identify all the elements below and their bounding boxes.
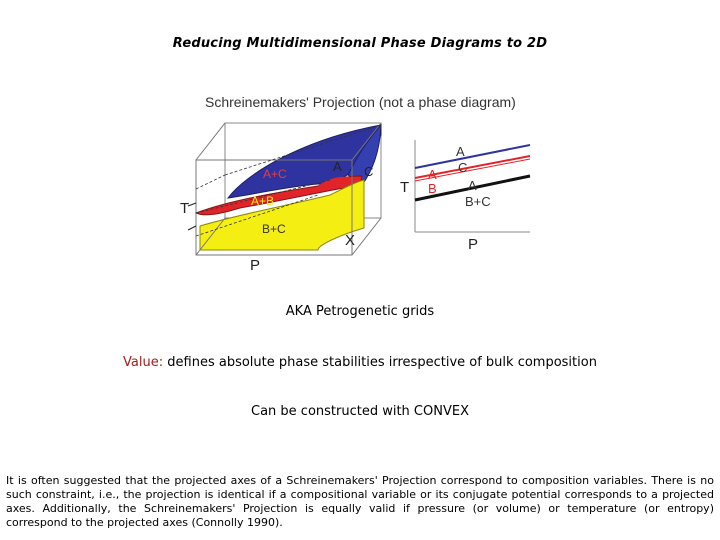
label-a: A <box>333 159 342 174</box>
label-a-plus-c: A+C <box>263 167 287 181</box>
explanation-paragraph: It is often suggested that the projected axes of a Schreinemakers' Projection correspond to composition variables. There is no such constraint, i.e., the projection is identical if a compositional variable or its conjugate potential corresponds to a projected axes. Additionally, the Schreinemakers' Projection is equally valid if pressure (or volume) or temperature (or entropy) correspond to the projected axes (Connolly 1990). <box>6 474 714 529</box>
label-b-plus-c: B+C <box>262 222 286 236</box>
label-t-left: T <box>180 200 190 217</box>
r-label-b-plus-c: B+C <box>465 194 491 209</box>
r-label-b-red: B <box>428 181 437 196</box>
label-c: C <box>364 164 374 179</box>
value-line <box>0 355 720 370</box>
aka-text: AKA Petrogenetic grids <box>285 304 435 319</box>
label-p-left: P <box>250 257 261 274</box>
r-label-a-top: A <box>456 144 465 159</box>
slide-title: Reducing Multidimensional Phase Diagrams to 2D <box>172 36 548 51</box>
label-a-plus-b: A+B <box>251 194 275 208</box>
right-projection <box>400 140 530 253</box>
convex-text: Can be constructed with CONVEX <box>251 404 469 419</box>
r-label-a-mid: A <box>468 178 477 193</box>
r-label-c: C <box>458 160 468 175</box>
blue-line <box>415 145 530 168</box>
value-text: defines absolute phase stabilities irrespective of bulk composition <box>163 355 597 370</box>
value-label: Value: <box>123 355 164 370</box>
r-label-t: T <box>400 179 410 196</box>
r-label-a-red: A <box>428 167 437 182</box>
figure-heading: Schreinemakers' Projection (not a phase diagram) <box>205 94 516 110</box>
schreinemakers-figure <box>175 82 545 278</box>
label-x: X <box>345 232 356 249</box>
left-3d-diagram <box>180 123 381 274</box>
r-label-p: P <box>468 236 479 253</box>
